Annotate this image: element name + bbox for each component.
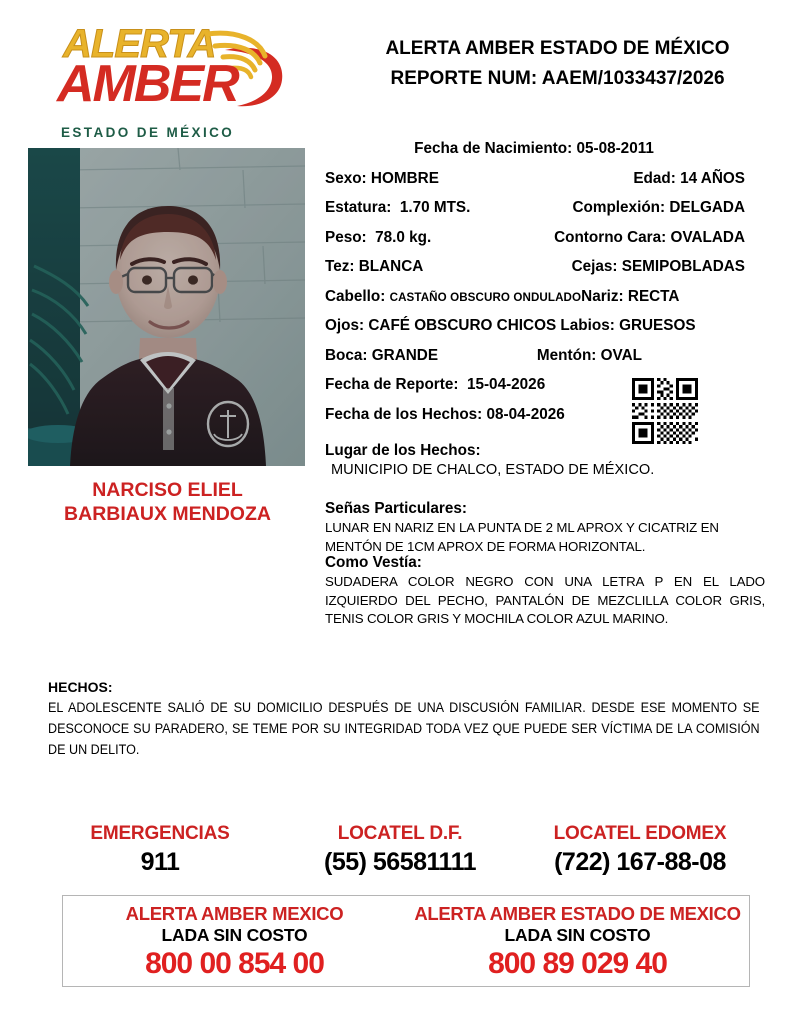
phone-title-locatel-edomex: LOCATEL EDOMEX: [553, 823, 727, 844]
section-senas-particulares: [325, 498, 765, 556]
phone-title-emergencias: EMERGENCIAS: [90, 823, 230, 844]
heading-hechos: HECHOS:: [48, 679, 113, 695]
lada-alerta-amber-mexico[interactable]: [63, 896, 406, 986]
label-edad: Edad:: [633, 169, 676, 187]
lada-subtitle-mexico: LADA SIN COSTO: [161, 925, 308, 945]
value-sexo: HOMBRE: [370, 169, 439, 187]
value-contorno-cara: OVALADA: [670, 228, 745, 246]
report-number: REPORTE NUM: AAEM/1033437/2026: [390, 68, 725, 89]
value-ojos: CAFÉ OBSCURO CHICOS: [368, 317, 557, 334]
section-lugar-hechos: [325, 440, 765, 480]
heading-lugar-hechos: Lugar de los Hechos:: [325, 442, 481, 459]
detail-row-peso-contorno: [325, 229, 757, 259]
logo-word-alerta: ALERTA: [63, 22, 216, 66]
detail-row-nacimiento: [325, 140, 757, 170]
label-fecha-nacimiento: Fecha de Nacimiento:: [414, 140, 573, 157]
victim-photo: [28, 148, 305, 466]
detail-row-estatura-complexion: [325, 199, 757, 229]
section-hechos: [48, 678, 760, 760]
label-cabello: Cabello:: [325, 287, 386, 305]
label-fecha-hechos: Fecha de los Hechos:: [325, 405, 483, 423]
value-cabello: CASTAÑO OBSCURO ONDULADO: [389, 290, 582, 304]
logo-word-amber: AMBER: [57, 55, 238, 113]
lada-title-mexico: ALERTA AMBER MEXICO: [125, 903, 344, 924]
label-sexo: Sexo:: [325, 169, 367, 187]
value-labios: GRUESOS: [619, 317, 696, 334]
value-cejas: SEMIPOBLADAS: [621, 258, 745, 275]
detail-row-ojos-labios: [325, 317, 757, 347]
page-title: ALERTA AMBER ESTADO DE MÉXICO: [385, 38, 730, 59]
lada-alerta-amber-edomex[interactable]: [406, 896, 749, 986]
value-boca: GRANDE: [371, 346, 439, 364]
label-nariz: Nariz:: [581, 287, 624, 305]
detail-row-tez-cejas: [325, 258, 757, 288]
emergency-phones: [40, 822, 760, 878]
victim-name: [20, 478, 315, 526]
lada-sin-costo-box: [62, 895, 750, 987]
lada-number-edomex: 800 89 029 40: [488, 947, 667, 980]
detail-row-sexo-edad: [325, 170, 757, 200]
label-complexion: Complexión:: [572, 199, 666, 216]
text-como-vestia: SUDADERA COLOR NEGRO CON UNA LETRA P EN EL LADO IZQUIERDO DEL PECHO, PANTALÓN DE MEZCLILLA COLOR GRIS, TENIS COLOR GRIS Y MOCHILA COLOR AZUL MARINO.: [325, 574, 765, 626]
label-ojos: Ojos:: [325, 317, 365, 334]
value-tez: BLANCA: [358, 258, 424, 275]
section-como-vestia: [325, 552, 765, 629]
lada-title-edomex: ALERTA AMBER ESTADO DE MEXICO: [414, 903, 741, 924]
value-edad: 14 AÑOS: [680, 169, 745, 187]
text-lugar-hechos: MUNICIPIO DE CHALCO, ESTADO DE MÉXICO.: [331, 462, 655, 478]
qr-code-icon[interactable]: [630, 378, 700, 444]
text-senas-particulares: LUNAR EN NARIZ EN LA PUNTA DE 2 ML APROX Y CICATRIZ EN MENTÓN DE 1CM APROX DE FORMA HORIZONTAL.: [325, 520, 719, 554]
label-menton: Mentón:: [536, 346, 597, 364]
value-fecha-reporte: 15-04-2026: [466, 376, 546, 393]
label-fecha-reporte: Fecha de Reporte:: [325, 376, 459, 393]
detail-row-boca-menton: [325, 347, 757, 377]
value-fecha-hechos: 08-04-2026: [486, 405, 565, 423]
label-estatura: Estatura:: [325, 199, 392, 216]
label-cejas: Cejas:: [571, 258, 618, 275]
label-peso: Peso:: [325, 228, 367, 246]
label-contorno-cara: Contorno Cara:: [554, 228, 667, 246]
heading-como-vestia: Como Vestía:: [325, 554, 422, 571]
document-header: [330, 34, 785, 94]
value-menton: OVAL: [600, 346, 642, 364]
value-estatura: 1.70 MTS.: [399, 199, 471, 216]
value-fecha-nacimiento: 05-08-2011: [576, 140, 654, 157]
value-nariz: RECTA: [627, 287, 680, 305]
label-labios: Labios:: [560, 317, 615, 334]
phone-number-locatel-df: (55) 56581111: [324, 848, 476, 876]
logo-subtitle: ESTADO DE MÉXICO: [61, 125, 235, 140]
phone-locatel-edomex[interactable]: [520, 822, 760, 878]
phone-number-emergencias: 911: [140, 848, 180, 876]
label-tez: Tez:: [325, 258, 355, 275]
value-peso: 78.0 kg.: [375, 228, 432, 246]
text-hechos: EL ADOLESCENTE SALIÓ DE SU DOMICILIO DESPUÉS DE UNA DISCUSIÓN FAMILIAR. DESDE ESE MOMENTO SE DESCONOCE SU PARADERO, SE TEME POR SU INTEGRIDAD TODA VEZ QUE PUEDE SER VÍCTIMA DE LA COMISIÓN DE UN DELITO.: [48, 700, 760, 757]
value-complexion: DELGADA: [669, 199, 745, 216]
alerta-amber-logo: [55, 22, 305, 140]
detail-row-cabello-nariz: [325, 288, 757, 318]
lada-number-mexico: 800 00 854 00: [145, 947, 324, 980]
lada-subtitle-edomex: LADA SIN COSTO: [504, 925, 651, 945]
phone-emergencias[interactable]: [40, 822, 280, 878]
victim-name-line1: NARCISO ELIEL: [92, 479, 243, 501]
heading-senas-particulares: Señas Particulares:: [325, 500, 467, 517]
phone-number-locatel-edomex: (722) 167-88-08: [554, 848, 726, 876]
label-boca: Boca:: [325, 346, 368, 364]
phone-locatel-df[interactable]: [280, 822, 520, 878]
victim-name-line2: BARBIAUX MENDOZA: [64, 503, 271, 525]
phone-title-locatel-df: LOCATEL D.F.: [337, 823, 463, 844]
